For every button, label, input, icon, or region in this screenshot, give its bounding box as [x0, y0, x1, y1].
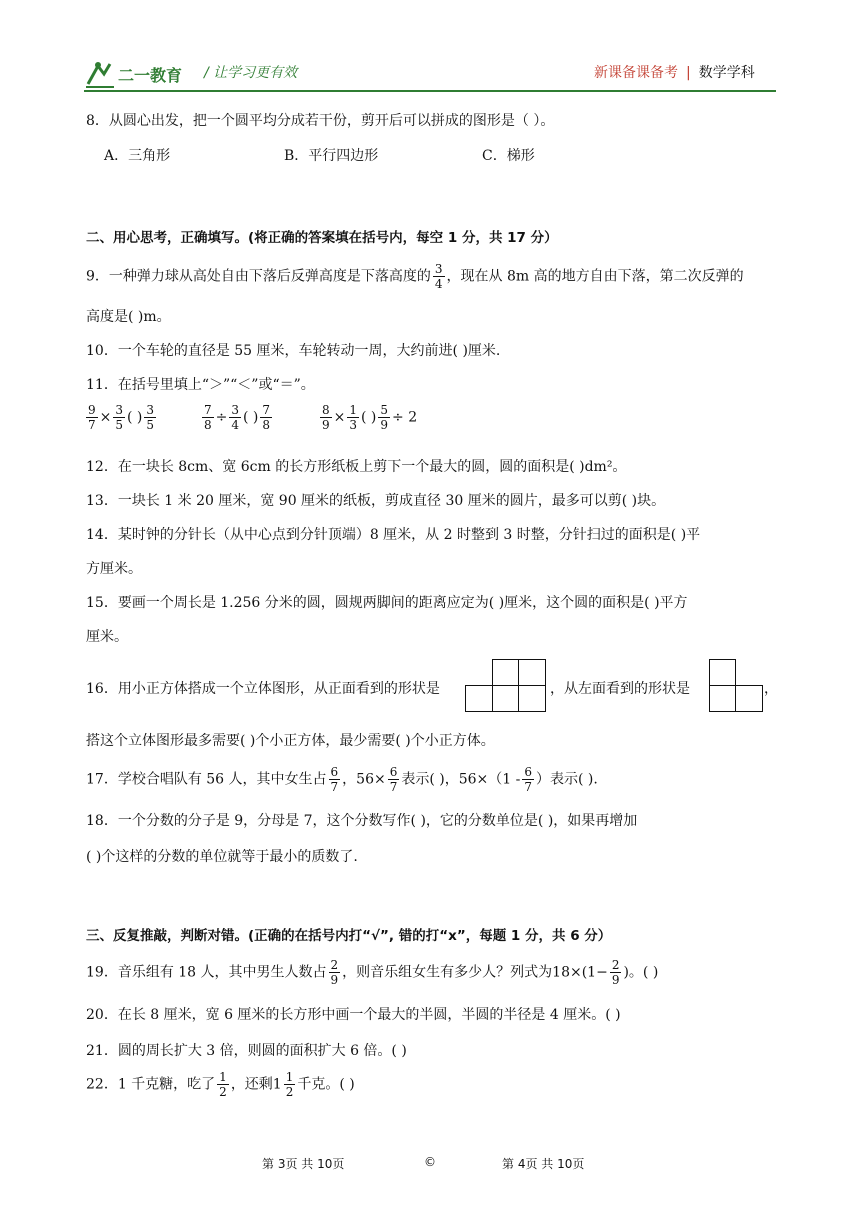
numerator: 5	[380, 403, 389, 417]
fraction	[329, 765, 341, 794]
q22-text-b: ，还剩1	[230, 1076, 282, 1093]
q8-option-a: A．三角形	[104, 148, 171, 164]
denominator: 2	[219, 1085, 227, 1099]
fraction	[202, 403, 214, 432]
header-course: 新课备课备考	[594, 65, 678, 81]
question-15: 15．要画一个周长是 1.256 分米的圆，圆规两脚间的距离应定为( )厘米，这个圆的面积是( )平方	[86, 595, 688, 611]
question-15-cont: 厘米。	[86, 629, 128, 645]
q8-option-c: C．梯形	[482, 148, 535, 164]
fraction	[113, 403, 125, 432]
denominator: 9	[330, 973, 339, 987]
denominator: 9	[380, 418, 389, 432]
answer-blank[interactable]: ( )	[361, 409, 377, 426]
fraction	[522, 765, 534, 794]
fraction	[433, 262, 445, 291]
operator: ÷ 2	[392, 409, 418, 426]
question-10: 10．一个车轮的直径是 55 厘米，车轮转动一周，大约前进( )厘米.	[86, 343, 501, 359]
header-rule	[84, 90, 776, 92]
denominator: 8	[262, 418, 271, 432]
q17-text-a: 17．学校合唱队有 56 人，其中女生占	[86, 771, 327, 788]
question-19	[86, 958, 658, 987]
logo	[84, 60, 194, 90]
operator: ÷	[215, 409, 228, 426]
header-separator: |	[686, 65, 691, 81]
question-22	[86, 1070, 355, 1099]
copyright-icon: ©	[424, 1155, 436, 1169]
numerator: 7	[262, 403, 271, 417]
q19-text-c: )。( )	[623, 964, 659, 981]
question-9	[86, 262, 744, 291]
q19-text-b: ，则音乐组女生有多少人？列式为18×(1−	[342, 964, 608, 981]
numerator: 3	[231, 403, 240, 417]
operator: ×	[99, 409, 112, 426]
numerator: 3	[115, 403, 124, 417]
denominator: 7	[389, 780, 398, 794]
question-18-cont: ( )个这样的分数的单位就等于最小的质数了.	[86, 849, 358, 865]
cube-square	[465, 685, 493, 712]
fraction	[610, 958, 622, 987]
fraction	[320, 403, 332, 432]
fraction	[388, 765, 400, 794]
q22-text-a: 22．1 千克糖，吃了	[86, 1076, 216, 1093]
fraction	[144, 403, 156, 432]
denominator: 4	[434, 277, 443, 291]
header-right	[594, 62, 755, 82]
fraction	[378, 403, 390, 432]
q17-text-d: ）表示( ).	[536, 771, 598, 788]
denominator: 2	[285, 1085, 294, 1099]
numerator: 7	[204, 403, 212, 417]
fraction	[260, 403, 272, 432]
question-12: 12．在一块长 8cm、宽 6cm 的长方形纸板上剪下一个最大的圆，圆的面积是( )dm²。	[86, 459, 627, 475]
question-14: 14．某时钟的分针长（从中心点到分针顶端）8 厘米，从 2 时整到 3 时整，分针扫过的面积是( )平	[86, 527, 701, 543]
question-21: 21．圆的周长扩大 3 倍，则圆的面积扩大 6 倍。( )	[86, 1043, 407, 1059]
q11-expression-2	[200, 403, 274, 432]
fraction	[347, 403, 359, 432]
q9-text-a: 9．一种弹力球从高处自由下落后反弹高度是下落高度的	[86, 268, 431, 285]
header-subject: 数学学科	[698, 65, 755, 81]
answer-blank[interactable]: ( )	[127, 409, 143, 426]
fraction	[229, 403, 241, 432]
question-16-cont: 搭这个立体图形最多需要( )个小正方体，最少需要( )个小正方体。	[86, 733, 495, 749]
cube-square	[709, 685, 736, 712]
svg-text:二一教育: 二一教育	[118, 66, 183, 85]
q8-option-b: B．平行四边形	[284, 148, 379, 164]
numerator: 6	[524, 765, 533, 779]
fraction	[86, 403, 98, 432]
question-9-cont: 高度是( )m。	[86, 309, 171, 325]
question-13: 13．一块长 1 米 20 厘米，宽 90 厘米的纸板，剪成直径 30 厘米的圆片，最多可以剪( )块。	[86, 493, 666, 509]
numerator: 2	[611, 958, 620, 972]
denominator: 7	[330, 780, 339, 794]
cube-square	[492, 685, 519, 712]
question-16-text-end: ，	[764, 681, 778, 697]
denominator: 3	[349, 418, 358, 432]
cube-square	[735, 685, 763, 712]
denominator: 5	[115, 418, 124, 432]
q17-text-c: 表示( )，56×（1 -	[401, 771, 521, 788]
denominator: 8	[204, 418, 212, 432]
numerator: 1	[285, 1070, 294, 1084]
section-3-heading: 三、反复推敲，判断对错。(正确的在括号内打“√”, 错的打“x”，每题 1 分，共 6 分）	[86, 928, 612, 944]
question-17	[86, 765, 598, 794]
denominator: 4	[231, 418, 240, 432]
question-11: 11．在括号里填上“＞”“＜”或“＝”。	[86, 377, 315, 393]
header-slogan: / 让学习更有效	[204, 65, 298, 81]
question-16-text-a: 16．用小正方体搭成一个立体图形，从正面看到的形状是	[86, 681, 440, 697]
q11-expression-1	[84, 403, 158, 432]
denominator: 7	[88, 418, 96, 432]
question-14-cont: 方厘米。	[86, 561, 142, 577]
q9-text-b: ，现在从 8m 高的地方自由下落，第二次反弹的	[446, 268, 744, 285]
answer-blank[interactable]: ( )	[243, 409, 259, 426]
q19-text-a: 19．音乐组有 18 人，其中男生人数占	[86, 964, 327, 981]
cube-square	[709, 659, 736, 686]
operator: ×	[333, 409, 346, 426]
fraction	[329, 958, 341, 987]
numerator: 9	[88, 403, 96, 417]
denominator: 9	[611, 973, 620, 987]
denominator: 7	[524, 780, 533, 794]
numerator: 6	[330, 765, 339, 779]
q11-expression-3	[318, 403, 417, 432]
q22-text-c: 千克。( )	[297, 1076, 355, 1093]
numerator: 1	[349, 403, 358, 417]
question-16-text-mid: ，从左面看到的形状是	[550, 681, 690, 697]
numerator: 6	[389, 765, 398, 779]
numerator: 3	[434, 262, 443, 276]
numerator: 8	[322, 403, 330, 417]
footer-page-left: 第 3页 共 10页	[262, 1157, 345, 1171]
denominator: 9	[322, 418, 330, 432]
numerator: 3	[146, 403, 155, 417]
cube-square	[518, 659, 546, 686]
cube-square	[518, 685, 546, 712]
denominator: 5	[146, 418, 155, 432]
numerator: 1	[219, 1070, 227, 1084]
question-18: 18．一个分数的分子是 9，分母是 7，这个分数写作( )，它的分数单位是( )，如果再增加	[86, 813, 638, 829]
fraction	[284, 1070, 296, 1099]
question-8: 8．从圆心出发，把一个圆平均分成若干份，剪开后可以拼成的图形是（ ）。	[86, 113, 555, 129]
q17-text-b: ，56×	[342, 771, 386, 788]
footer-page-right: 第 4页 共 10页	[502, 1157, 585, 1171]
numerator: 2	[330, 958, 339, 972]
cube-square	[492, 659, 519, 686]
fraction	[217, 1070, 229, 1099]
section-2-heading: 二、用心思考，正确填写。(将正确的答案填在括号内，每空 1 分，共 17 分）	[86, 230, 558, 246]
question-20: 20．在长 8 厘米，宽 6 厘米的长方形中画一个最大的半圆，半圆的半径是 4 厘米。( )	[86, 1007, 621, 1023]
